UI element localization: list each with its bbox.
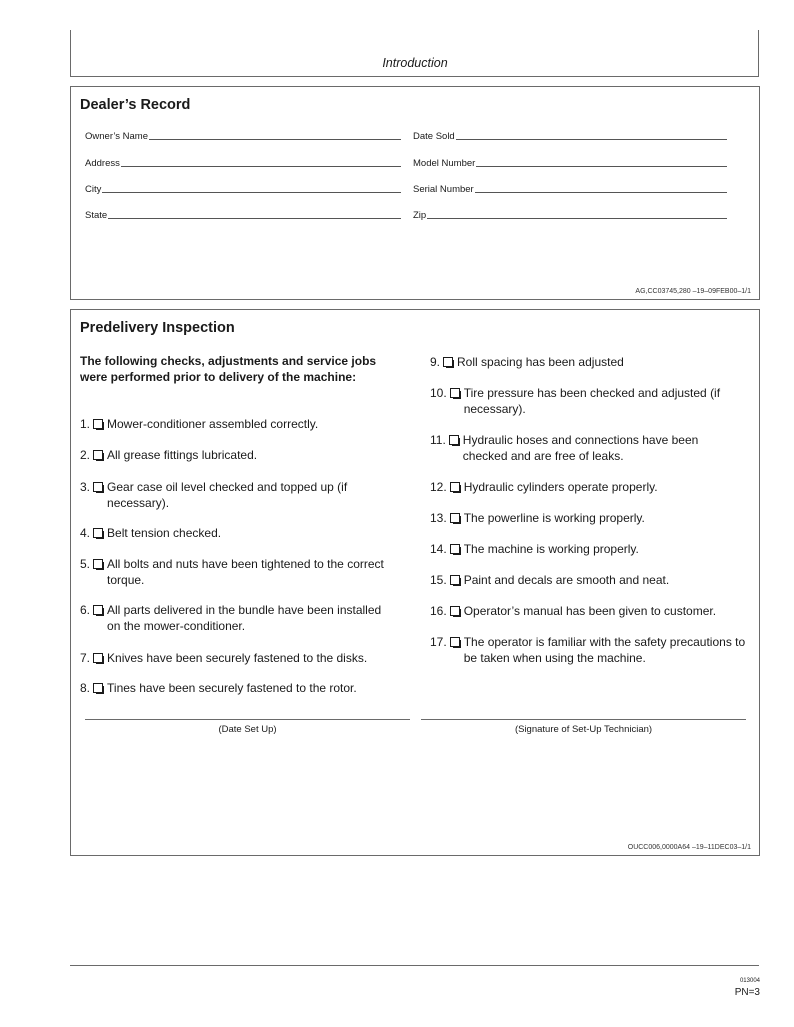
technician-signature-line[interactable] [421,719,746,720]
checkbox-icon[interactable] [450,544,460,554]
state-field[interactable]: State [85,210,401,221]
date-set-up-label: (Date Set Up) [218,724,277,735]
checkbox-icon[interactable] [93,419,103,429]
checkbox-icon[interactable] [93,683,103,693]
footer-rule [70,965,759,966]
checklist-item[interactable]: 10. Tire pressure has been checked and adjusted (if necessary). [430,386,721,416]
checklist-item[interactable]: 12. Hydraulic cylinders operate properly. [430,480,658,494]
checklist-item[interactable]: 15. Paint and decals are smooth and neat. [430,573,670,587]
date-set-up-line[interactable] [85,719,410,720]
checkbox-icon[interactable] [93,482,103,492]
technician-signature-label: (Signature of Set-Up Technician) [514,724,653,735]
checklist-item[interactable]: 13. The powerline is working properly. [430,511,645,525]
dealers-record-box [70,86,760,300]
checklist-item[interactable]: 5. All bolts and nuts have been tightened to the correct torque. [80,557,384,587]
checklist-item[interactable]: 4. Belt tension checked. [80,526,222,540]
owner-name-field[interactable]: Owner’s Name [85,131,401,142]
predelivery-inspection-title: Predelivery Inspection [80,320,235,336]
checklist-item[interactable]: 6. All parts delivered in the bundle have been installed on the mower-conditioner. [80,603,382,633]
checkbox-icon[interactable] [450,482,460,492]
checkbox-icon[interactable] [443,357,453,367]
serial-number-field[interactable]: Serial Number [413,184,727,195]
checklist-item[interactable]: 3. Gear case oil level checked and topped up (if necessary). [80,480,348,510]
checklist-item[interactable]: 1. Mower-conditioner assembled correctly. [80,417,319,431]
checkbox-icon[interactable] [449,435,459,445]
checklist-item[interactable]: 14. The machine is working properly. [430,542,639,556]
checkbox-icon[interactable] [93,559,103,569]
footer-code: 013004 [739,978,760,984]
checklist-item[interactable]: 9. Roll spacing has been adjusted [430,355,624,369]
checklist-item[interactable]: 11. Hydraulic hoses and connections have been checked and are free of leaks. [430,433,699,463]
predelivery-reference: OUCC006,0000A64 –19–11DEC03–1/1 [627,844,751,851]
address-field[interactable]: Address [85,158,401,169]
model-number-field[interactable]: Model Number [413,158,727,169]
checklist-item[interactable]: 2. All grease fittings lubricated. [80,448,258,462]
checklist-item[interactable]: 17. The operator is familiar with the safety precautions to be taken when using the machine. [430,635,746,665]
checkbox-icon[interactable] [450,575,460,585]
dealers-record-reference: AG,CC03745,280 –19–09FEB00–1/1 [635,288,751,295]
date-sold-field[interactable]: Date Sold [413,131,727,142]
checkbox-icon[interactable] [93,605,103,615]
checkbox-icon[interactable] [450,513,460,523]
checklist-item[interactable]: 16. Operator’s manual has been given to customer. [430,604,717,618]
zip-field[interactable]: Zip [413,210,727,221]
checklist-item[interactable]: 7. Knives have been securely fastened to the disks. [80,651,368,665]
checkbox-icon[interactable] [450,606,460,616]
inspection-intro: The following checks, adjustments and service jobs were performed prior to delivery of the machine: [80,354,377,384]
dealers-record-title: Dealer’s Record [80,97,191,113]
header-bottom-rule [70,76,759,77]
city-field[interactable]: City [85,184,401,195]
checkbox-icon[interactable] [93,450,103,460]
checkbox-icon[interactable] [93,653,103,663]
section-title: Introduction [382,56,448,70]
checkbox-icon[interactable] [93,528,103,538]
predelivery-inspection-box [70,309,760,856]
checkbox-icon[interactable] [450,637,460,647]
checkbox-icon[interactable] [450,388,460,398]
checklist-item[interactable]: 8. Tines have been securely fastened to the rotor. [80,681,357,695]
page-number: PN=3 [734,987,760,998]
